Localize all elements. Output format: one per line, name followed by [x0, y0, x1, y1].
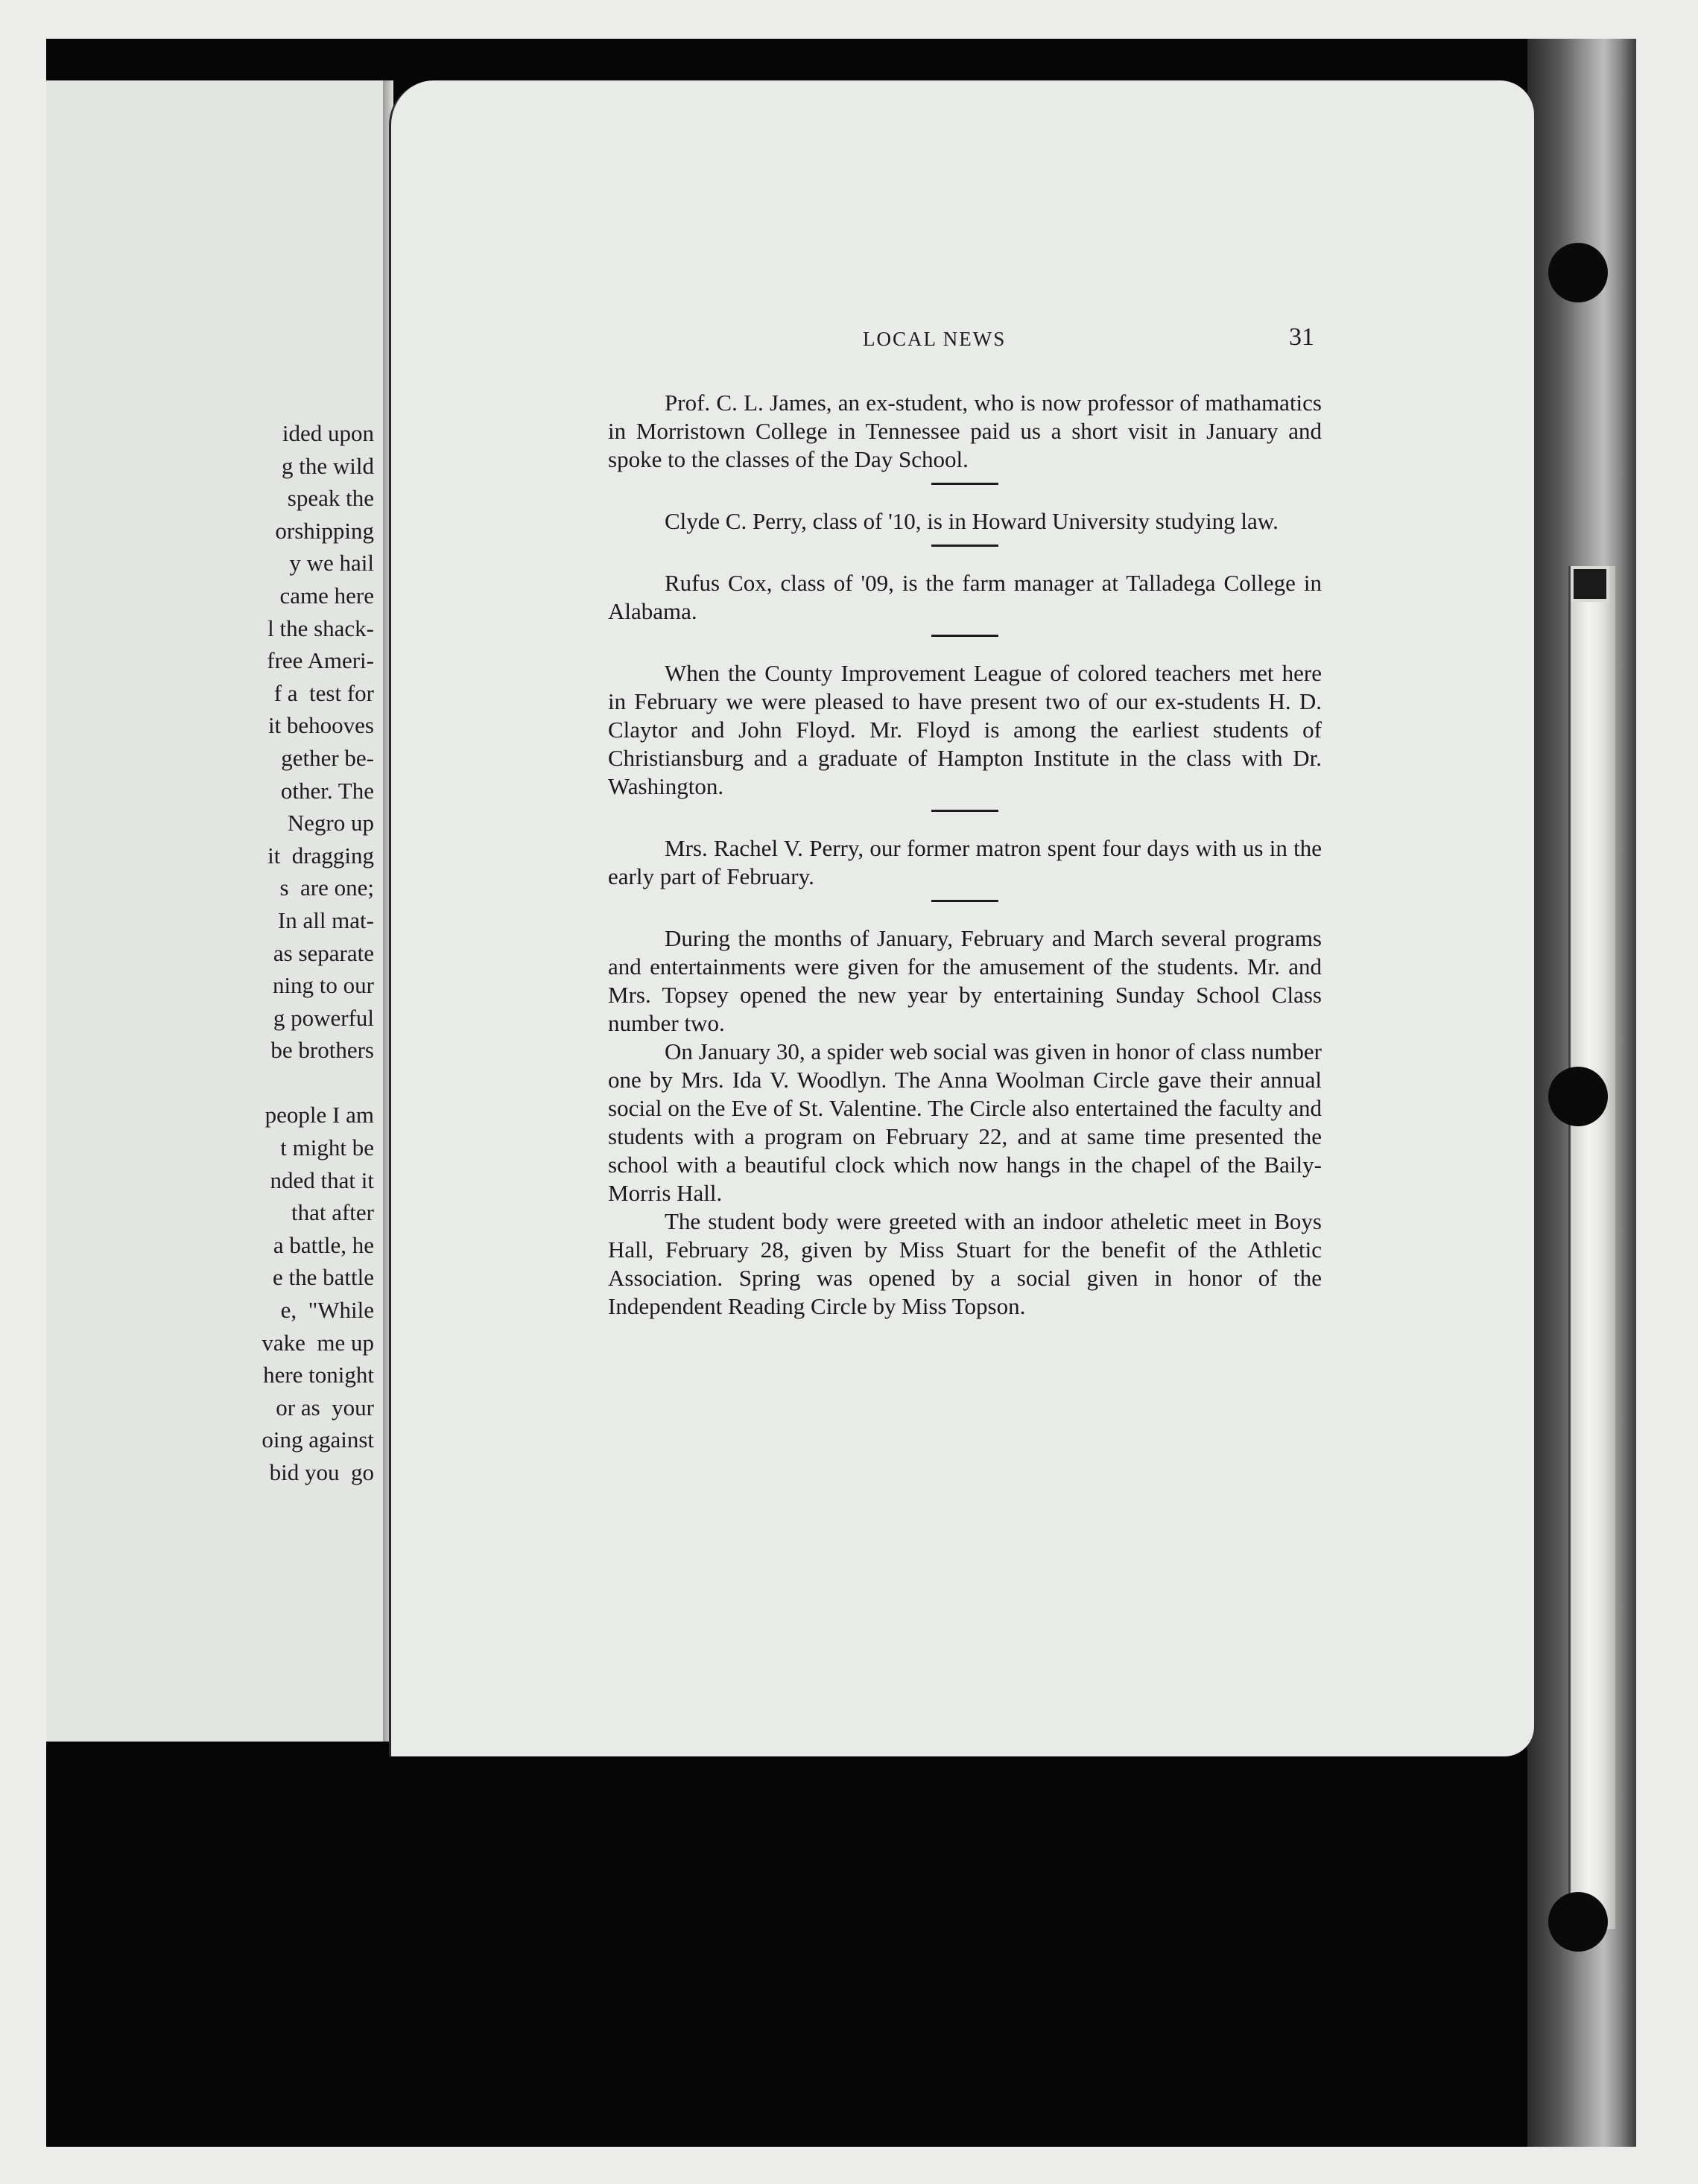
news-paragraph: On January 30, a spider web social was given in honor of class number one by Mrs. Ida V. Woodlyn. The Anna Woolman Circle gave their annual social on the Eve of St. Valentine. The Circle also entertained the faculty and students with a program on February 22, and at same time presented the school with a beautiful clock which now hangs in the chapel of the Baily-Morris Hall. — [608, 1038, 1322, 1206]
left-page-line: g the wild — [282, 452, 374, 479]
left-page-line: e the battle — [273, 1264, 374, 1291]
item-separator — [931, 900, 998, 902]
news-item — [608, 389, 1322, 474]
left-page-line: people I am — [264, 1102, 374, 1128]
punch-hole-bottom — [1548, 1892, 1608, 1952]
left-page-line: speak the — [287, 485, 374, 512]
left-page-line: y we hail — [289, 550, 374, 577]
news-item — [608, 834, 1322, 891]
left-page-line: ided upon — [282, 420, 374, 446]
left-page-line: s are one; — [279, 874, 374, 901]
left-page-line: vake me up — [262, 1329, 374, 1356]
news-paragraph: During the months of January, February and March several programs and entertainments were given for the amusement of the students. Mr. and Mrs. Topsey opened the new year by entertaining Sunday School Class number two. — [608, 925, 1322, 1036]
left-page-line: l the shack- — [267, 615, 374, 641]
left-page-line: orshipping — [275, 517, 374, 544]
news-item — [608, 659, 1322, 801]
news-item — [608, 569, 1322, 626]
left-page-line: f a test for — [273, 679, 374, 706]
left-page-line: bid you go — [269, 1459, 374, 1485]
left-page-line: oing against — [262, 1426, 374, 1453]
item-separator — [931, 635, 998, 637]
page-header: LOCAL NEWS — [863, 328, 1007, 350]
punch-hole-middle — [1548, 1067, 1608, 1126]
left-page-line: ning to our — [272, 972, 374, 999]
news-item — [608, 924, 1322, 1321]
left-page-line: e, "While — [280, 1297, 374, 1324]
item-separator — [931, 545, 998, 547]
local-news-body — [608, 389, 1322, 1321]
left-page — [46, 80, 385, 1742]
news-paragraph: Rufus Cox, class of '09, is the farm manager at Talladega College in Alabama. — [608, 570, 1322, 624]
left-page-line: g powerful — [273, 1004, 374, 1031]
left-page-line: a battle, he — [273, 1231, 374, 1258]
news-paragraph: When the County Improvement League of colored teachers met here in February we were pleased to have present two of our ex-students H. D. Claytor and John Floyd. Mr. Floyd is among the earliest students of Christiansburg and a graduate of Hampton Institute in the class with Dr. Washington. — [608, 660, 1322, 799]
punch-hole-top — [1548, 243, 1608, 302]
news-paragraph: Mrs. Rachel V. Perry, our former matron spent four days with us in the early part of February. — [608, 835, 1322, 889]
page-number: 31 — [1289, 323, 1314, 351]
item-separator — [931, 483, 998, 485]
left-page-line: nded that it — [270, 1166, 374, 1193]
left-page-line — [106, 1067, 374, 1099]
news-paragraph: The student body were greeted with an indoor atheletic meet in Boys Hall, February 28, given by Miss Stuart for the benefit of the Athletic Association. Spring was opened by a social given in honor of the Independent Reading Circle by Miss Topson. — [608, 1208, 1322, 1319]
left-page-line: be brothers — [270, 1037, 374, 1064]
left-page-line: as separate — [273, 939, 374, 966]
left-page-line: t might be — [280, 1134, 374, 1161]
news-paragraph: Prof. C. L. James, an ex-student, who is now professor of mathamatics in Morristown College in Tennessee paid us a short visit in January and spoke to the classes of the Day School. — [608, 390, 1322, 472]
left-page-text — [106, 417, 374, 1489]
news-paragraph: Clyde C. Perry, class of '10, is in Howard University studying law. — [665, 508, 1279, 534]
left-page-line: that after — [291, 1199, 374, 1226]
left-page-line: free Ameri- — [267, 647, 374, 674]
item-separator — [931, 810, 998, 812]
binder-insert — [1568, 566, 1615, 1929]
news-item — [608, 507, 1322, 536]
left-page-line: here tonight — [263, 1362, 374, 1388]
left-page-line: In all mat- — [277, 907, 374, 933]
left-page-line: came here — [279, 582, 374, 609]
left-page-line: other. The — [280, 777, 374, 804]
left-page-line: it behooves — [267, 712, 374, 739]
left-page-line: gether be- — [281, 744, 374, 771]
left-page-line: it dragging — [267, 842, 374, 869]
left-page-line: or as your — [276, 1394, 374, 1420]
left-page-line: Negro up — [287, 810, 374, 837]
